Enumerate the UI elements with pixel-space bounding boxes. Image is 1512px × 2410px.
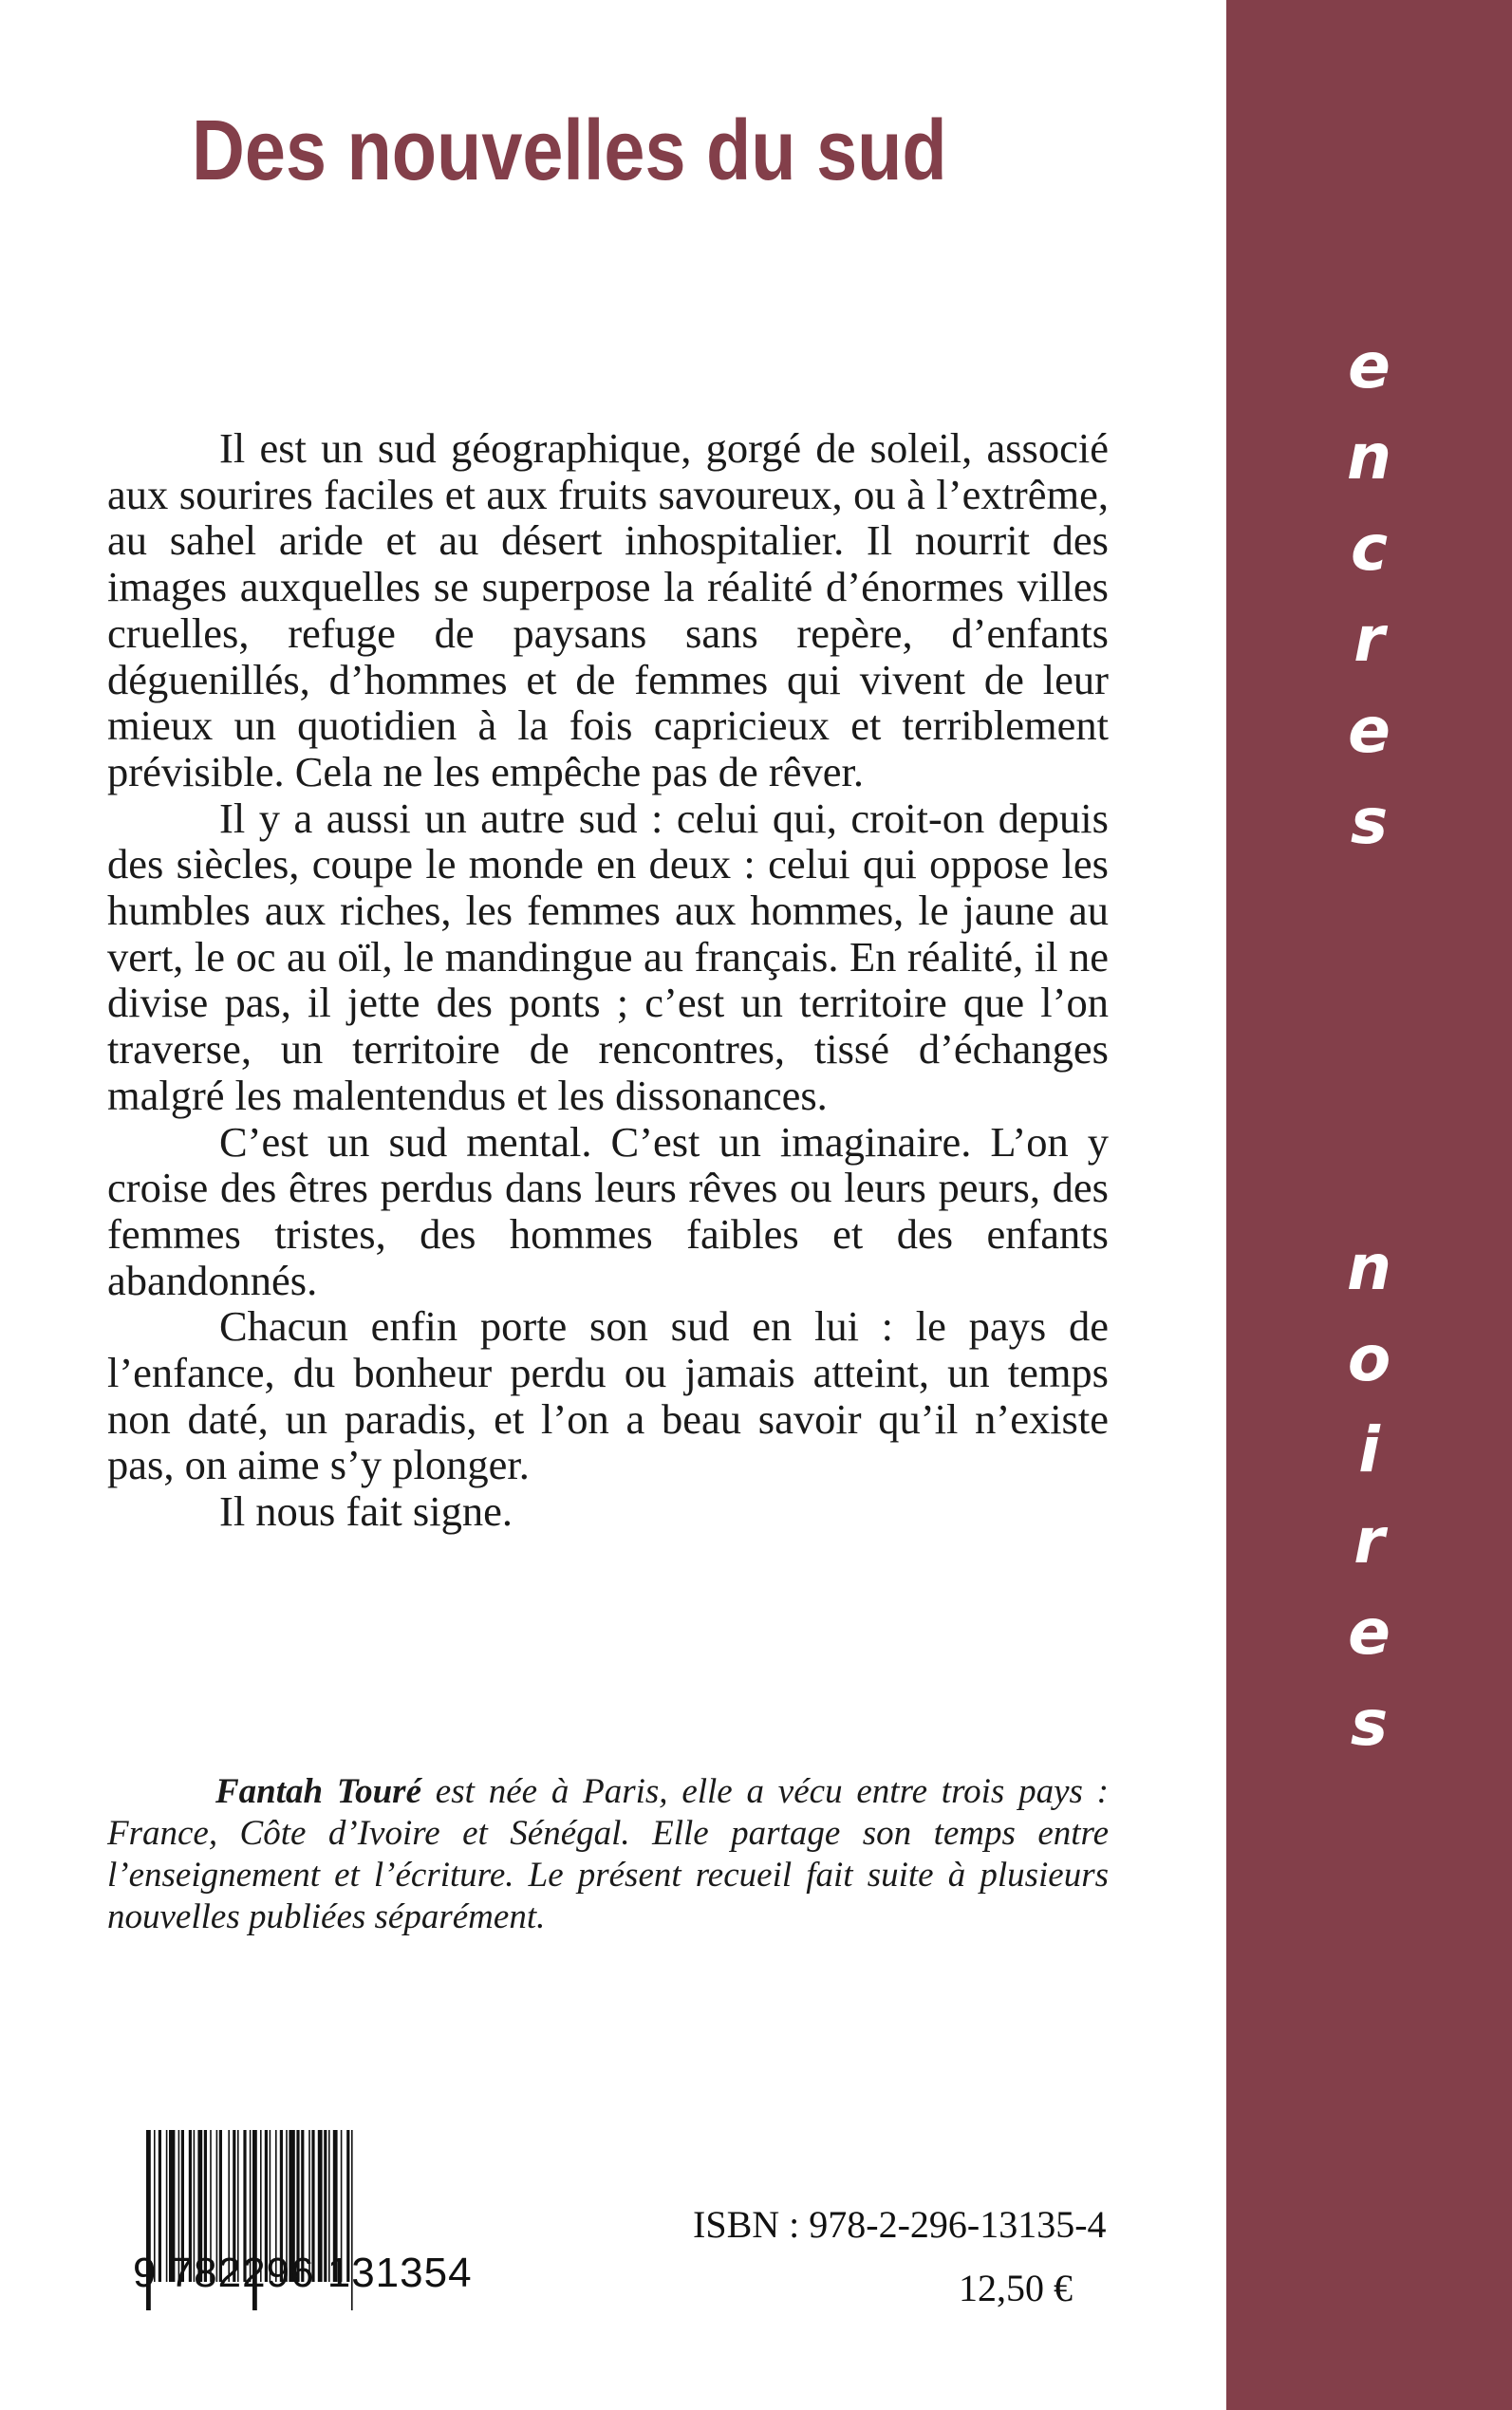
series-letter: s	[1350, 1687, 1389, 1760]
series-word-noires	[1226, 1223, 1512, 1769]
blurb-paragraph: Il y a aussi un autre sud : celui qui, croit-on depuis des siècles, coupe le monde en deux : celui qui oppose les humbles aux riches, les femmes aux hommes, le jaune au vert, le oc au oïl, le mandingue au français. En réalité, il ne divise pas, il jette des ponts ; c’est un territoire que l’on traverse, un territoire de rencontres, tissé d’échanges malgré les malentendus et les dissonances.	[107, 794, 1109, 1119]
series-letter: e	[1348, 329, 1391, 402]
series-word-encres	[1226, 321, 1512, 868]
series-letter: i	[1358, 1413, 1380, 1486]
price: 12,50 €	[959, 2267, 1073, 2309]
blurb-paragraph: Il est un sud géographique, gorgé de soleil, associé aux sourires faciles et aux fruits savoureux, ou à l’extrême, au sahel aride et au désert inhospitalier. Il nourrit des images auxquelles se superpose la réalité d’énormes villes cruelles, refuge de paysans sans repère, d’enfants déguenillés, d’hommes et de femmes qui vivent de leur mieux un quotidien à la fois capricieux et terriblement prévisible. Cela ne les empêche pas de rêver.	[107, 424, 1109, 795]
blurb-paragraph: Il nous fait signe.	[219, 1487, 513, 1536]
book-title: Des nouvelles du sud	[192, 103, 947, 198]
series-letter: n	[1347, 420, 1391, 494]
series-letter: o	[1347, 1322, 1391, 1395]
author-name: Fantah Touré	[215, 1772, 422, 1811]
author-bio	[107, 1771, 1109, 1938]
barcode-digits: 9 782296 131354	[133, 2250, 473, 2296]
series-letter: e	[1348, 694, 1391, 767]
author-bio-text: est née à Paris, elle a vécu entre trois pays : France, Côte d’Ivoire et Sénégal. Elle partage son temps entre l’enseignement et l’écriture. Le présent recueil fait suite à plusieurs nouvelles publiées séparément.	[107, 1772, 1110, 1936]
series-letter: n	[1347, 1231, 1391, 1304]
series-band	[1226, 0, 1512, 2410]
blurb	[107, 425, 1109, 1535]
series-letter: s	[1350, 785, 1389, 858]
series-letter: r	[1353, 603, 1385, 676]
blurb-paragraph: C’est un sud mental. C’est un imaginaire. L’on y croise des êtres perdus dans leurs rêves ou leurs peurs, des femmes tristes, des hommes faibles et des enfants abandonnés.	[107, 1117, 1109, 1304]
blurb-paragraph: Chacun enfin porte son sud en lui : le pays de l’enfance, du bonheur perdu ou jamais atteint, un temps non daté, un paradis, et l’on a beau savoir qu’il n’existe pas, on aime s’y plonger.	[107, 1302, 1109, 1489]
author-bio-paragraph	[107, 1771, 1109, 1938]
series-letter: r	[1353, 1504, 1385, 1578]
series-letter: c	[1350, 512, 1389, 585]
series-letter: e	[1348, 1596, 1391, 1669]
isbn: ISBN : 978-2-296-13135-4	[693, 2203, 1107, 2246]
